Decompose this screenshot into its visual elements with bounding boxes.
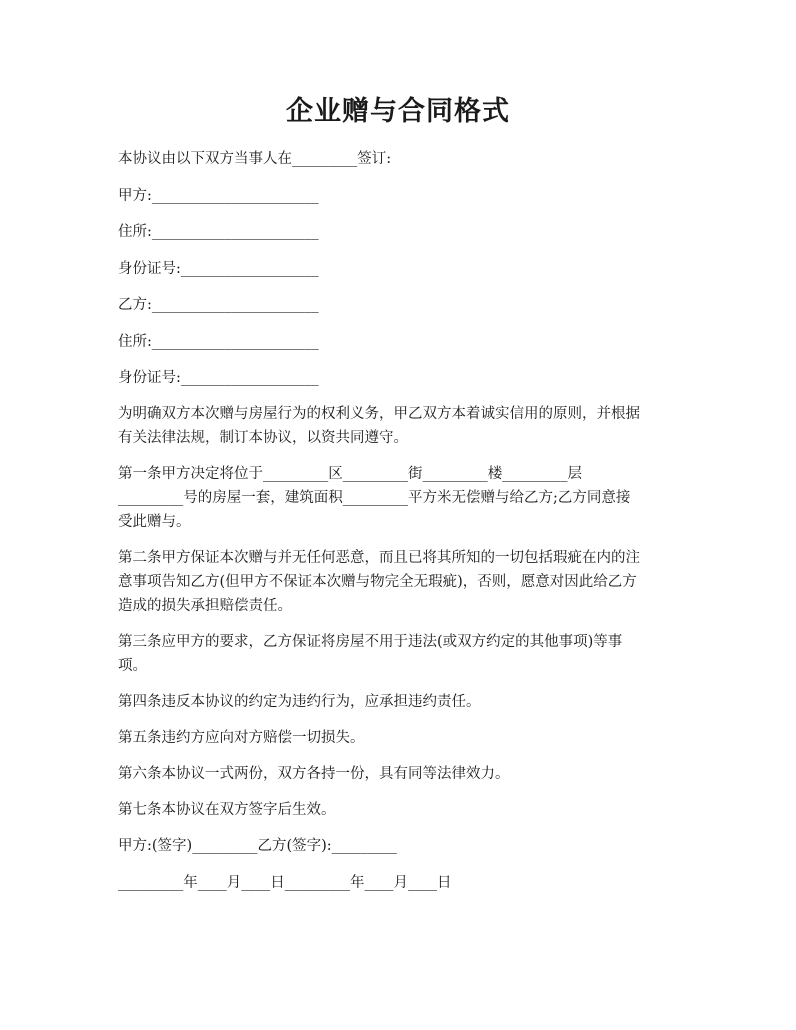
party-b-id-line: 身份证号:___________________ <box>118 370 319 386</box>
party-a-line: 甲方:_______________________ <box>118 188 319 204</box>
article-6-line: 第六条本协议一式两份，双方各持一份，具有同等法律效力。 <box>118 766 510 782</box>
intro-line: 本协议由以下双方当事人在_________签订: <box>118 151 392 167</box>
article-2-line-3: 造成的损失承担赔偿责任。 <box>118 598 292 614</box>
party-a-address-line: 住所:_______________________ <box>118 224 319 240</box>
article-1-line-1: 第一条甲方决定将位于_________区_________街_________楼_________层 <box>118 466 582 482</box>
document-title: 企业赠与合同格式 <box>286 96 510 127</box>
article-2-line-1: 第二条甲方保证本次赠与并无任何恶意，而且已将其所知的一切包括瑕疵在内的注 <box>118 550 640 566</box>
article-4-line: 第四条违反本协议的约定为违约行为，应承担违约责任。 <box>118 694 481 710</box>
article-1-line-3: 受此赠与。 <box>118 514 191 530</box>
article-5-line: 第五条违约方应向对方赔偿一切损失。 <box>118 730 365 746</box>
party-a-id-line: 身份证号:___________________ <box>118 261 319 277</box>
party-b-address-line: 住所:_______________________ <box>118 334 319 350</box>
preamble-line-1: 为明确双方本次赠与房屋行为的权利义务，甲乙双方本着诚实信用的原则，并根据 <box>118 406 640 422</box>
article-3-line-1: 第三条应甲方的要求，乙方保证将房屋不用于违法(或双方约定的其他事项)等事 <box>118 634 623 650</box>
article-3-line-2: 项。 <box>118 658 147 674</box>
article-2-line-2: 意事项告知乙方(但甲方不保证本次赠与物完全无瑕疵)，否则，愿意对因此给乙方 <box>118 574 637 590</box>
article-1-line-2: _________号的房屋一套，建筑面积_________平方米无偿赠与给乙方;乙方同意接 <box>118 490 631 506</box>
article-7-line: 第七条本协议在双方签字后生效。 <box>118 802 336 818</box>
date-line: _________年____月____日_________年____月____日 <box>118 875 452 891</box>
preamble-line-2: 有关法律法规，制订本协议，以资共同遵守。 <box>118 430 408 446</box>
party-b-line: 乙方:_______________________ <box>118 297 319 313</box>
signature-line: 甲方:(签字)_________乙方(签字):_________ <box>118 838 397 854</box>
